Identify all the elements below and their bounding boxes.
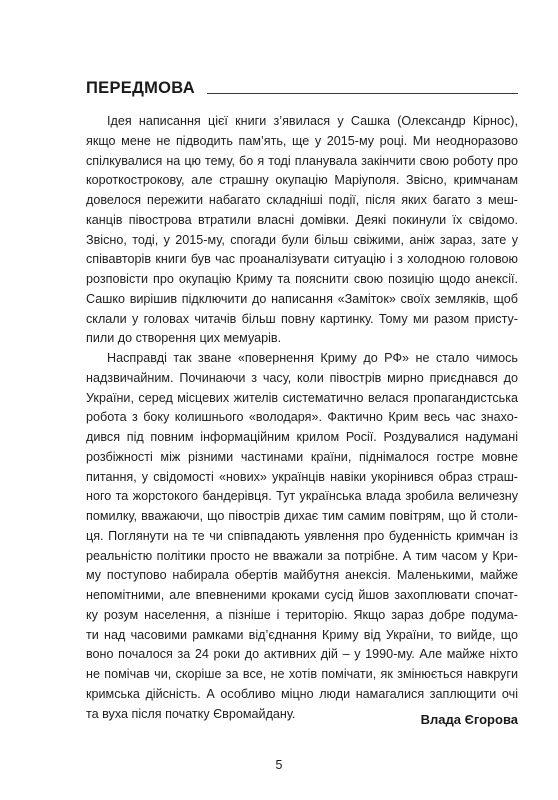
text-line: склали у головах читачів більш повну картинку. Тому ми разом присту- xyxy=(86,311,518,326)
text-line: співавторів книги був час проаналізувати ситуацію і з холодною головою xyxy=(86,252,518,267)
paragraph-2 xyxy=(86,349,518,724)
text-line: та вуха після початку Євромайдану. xyxy=(86,706,296,721)
text-line: воно почалося за 24 роки до активних дій – у 1990-му. Але майже ніхто xyxy=(86,647,518,662)
text-line: надзвичайним. Починаючи з часу, коли півострів мирно приєднався до xyxy=(86,370,518,385)
text-line: ця. Поглянути на те чи співпадають уявлення про буденність кримчан із xyxy=(86,528,518,543)
text-line: питання, у свідомості «нових» українців навіки укорінився образ страш- xyxy=(86,469,518,484)
text-line: Звісно, тоді, у 2015-му, спогади були більш свіжими, аніж зараз, зате у xyxy=(86,232,518,247)
text-line: непомітними, але впевненими кроками сусід йшов захоплювати спочат- xyxy=(86,588,518,602)
section-heading: ПЕРЕДМОВА xyxy=(86,79,195,97)
heading-row xyxy=(86,72,518,98)
text-line: якщо мене не підводить пам’ять, ще у 2015-му році. Ми неодноразово xyxy=(86,133,518,148)
text-line: реальністю політики просто не вважали за потрібне. А тим часом у Кри- xyxy=(86,548,518,563)
preface-body xyxy=(86,112,518,724)
text-line: кримська дійсність. А особливо міцно люди намагалися заплющити очі xyxy=(86,686,518,701)
text-line: му поступово набирала обертів майбутня анексія. Маленькими, майже xyxy=(86,568,518,583)
text-line: пили до створення цих мемуарів. xyxy=(86,331,282,346)
text-line: України, серед місцевих жителів систематично велася пропагандистська xyxy=(86,390,518,405)
text-line: ку розум населення, а пізніше і територію. Якщо зараз добре подума- xyxy=(86,607,518,622)
paragraph-1 xyxy=(86,112,518,349)
text-line: Насправді так зване «повернення Криму до РФ» не стало чимось xyxy=(107,351,518,365)
text-line: помилку, вважаючи, що півострів дихає тим самим повітрям, що й столи- xyxy=(86,509,518,523)
text-line: робота з боку колишнього «володаря». Фактично Крим весь час знахо- xyxy=(86,410,518,425)
author-signature: Влада Єгорова xyxy=(420,712,518,727)
text-line: дився під повним інформаційним крилом Росії. Роздувалися надумані xyxy=(86,430,518,444)
page-number: 5 xyxy=(275,758,283,772)
text-line: ного та жорстокого бандерівця. Тут українська влада зробила величезну xyxy=(86,489,518,504)
text-line: Сашко вирішив підключити до написання «Заміток» своїх земляків, щоб xyxy=(86,291,518,306)
text-line: розповісти про окупацію Криму та пояснити свою позицію щодо анексії. xyxy=(86,272,518,286)
heading-rule xyxy=(207,93,518,94)
text-line: спілкувалися на цю тему, бо я тоді планувала закінчити свою роботу про xyxy=(86,153,518,168)
text-line: не помічав чи, скоріше за все, не хотів помічати, як змінюється навкруги xyxy=(86,667,518,681)
text-line: Ідея написання цієї книги з’явилася у Сашка (Олександр Кірнос), xyxy=(107,114,518,128)
text-line: ти над часовими рамками від’єднання Криму від України, то вийде, що xyxy=(86,627,518,642)
text-line: розбіжності між різними частинами країни, піднімалося гостре мовне xyxy=(86,449,518,464)
text-line: короткострокову, але страшну окупацію Маріуполя. Звісно, кримчанам xyxy=(86,173,518,188)
text-line: канців півострова втратили власні домівки. Деякі покинули їх свідомо. xyxy=(86,212,518,227)
text-line: довелося пережити набагато складніші події, після яких багато з меш- xyxy=(86,193,518,207)
